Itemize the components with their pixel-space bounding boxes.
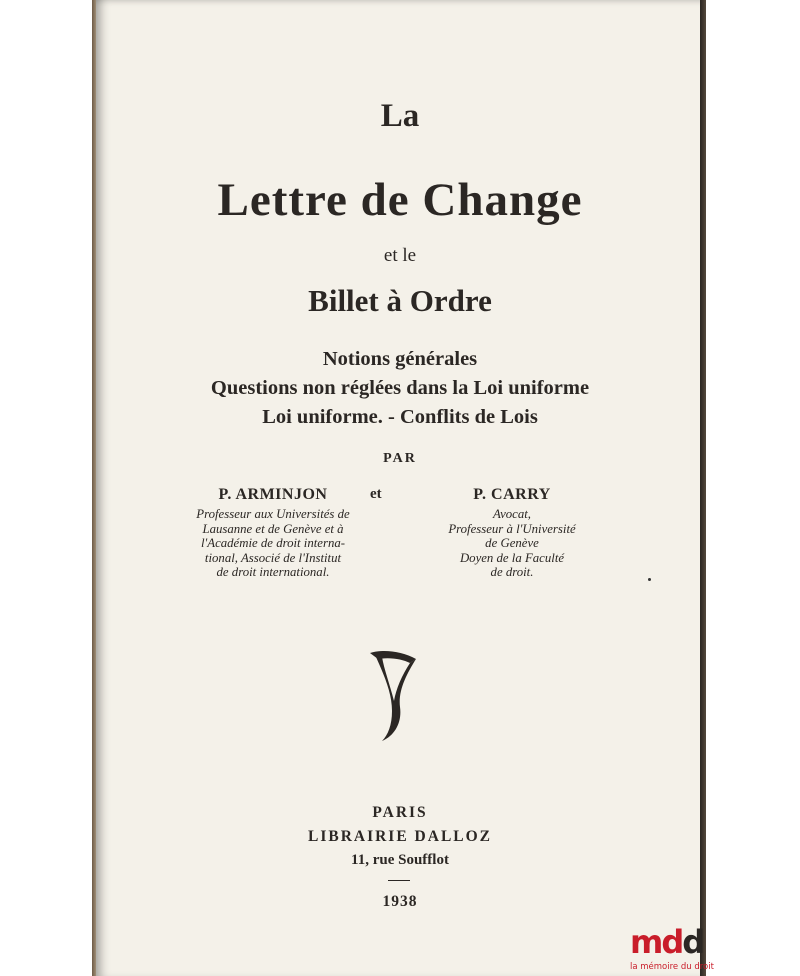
author-block bbox=[412, 486, 612, 580]
author-name: P. ARMINJON bbox=[218, 486, 328, 503]
imprint-publisher: LIBRAIRIE DALLOZ bbox=[307, 828, 493, 845]
author-description-line: Professeur aux Universités de bbox=[196, 507, 350, 521]
author-name: P. CARRY bbox=[473, 486, 551, 503]
author-description bbox=[168, 507, 378, 580]
author-description-line: de Genève bbox=[485, 536, 539, 551]
subtitle-line: Notions générales bbox=[322, 348, 478, 370]
par-label: PAR bbox=[383, 451, 417, 466]
logo-letter: m bbox=[630, 923, 662, 961]
imprint-year: 1938 bbox=[382, 893, 418, 910]
mdd-logo bbox=[630, 924, 730, 976]
publisher-emblem-icon bbox=[362, 645, 422, 745]
paper-speck bbox=[648, 578, 651, 581]
logo-tagline: la mémoire du droit bbox=[630, 962, 714, 972]
author-description-line: de droit international. bbox=[216, 565, 330, 580]
imprint-divider bbox=[388, 880, 410, 881]
subtitle-line: Questions non réglées dans la Loi uniforme bbox=[210, 377, 590, 399]
author-description-line: de droit. bbox=[490, 565, 534, 580]
authors-connector: et bbox=[370, 486, 382, 502]
title-page bbox=[96, 0, 704, 976]
subtitle-line: Loi uniforme. - Conflits de Lois bbox=[262, 406, 538, 428]
author-block bbox=[168, 486, 378, 580]
logo-letter: d bbox=[661, 923, 683, 961]
second-title: Billet à Ordre bbox=[308, 283, 492, 318]
author-description-line: Doyen de la Faculté bbox=[459, 550, 565, 565]
main-title: Lettre de Change bbox=[217, 174, 583, 226]
logo-letter: d bbox=[682, 923, 704, 961]
title-article: La bbox=[380, 98, 420, 134]
author-description-line: Lausanne et de Genève et à bbox=[202, 521, 344, 536]
author-description-line: Avocat, bbox=[492, 507, 532, 521]
imprint-address: 11, rue Soufflot bbox=[351, 852, 449, 868]
page-edge-shadow bbox=[700, 0, 706, 976]
author-description-line: tional, Associé de l'Institut bbox=[204, 550, 342, 565]
author-description-line: l'Académie de droit interna- bbox=[200, 536, 346, 551]
imprint-city: PARIS bbox=[372, 804, 428, 821]
author-description bbox=[412, 507, 612, 580]
author-description-line: Professeur à l'Université bbox=[448, 521, 576, 536]
logo-letters bbox=[630, 924, 703, 960]
title-connector: et le bbox=[383, 245, 417, 266]
